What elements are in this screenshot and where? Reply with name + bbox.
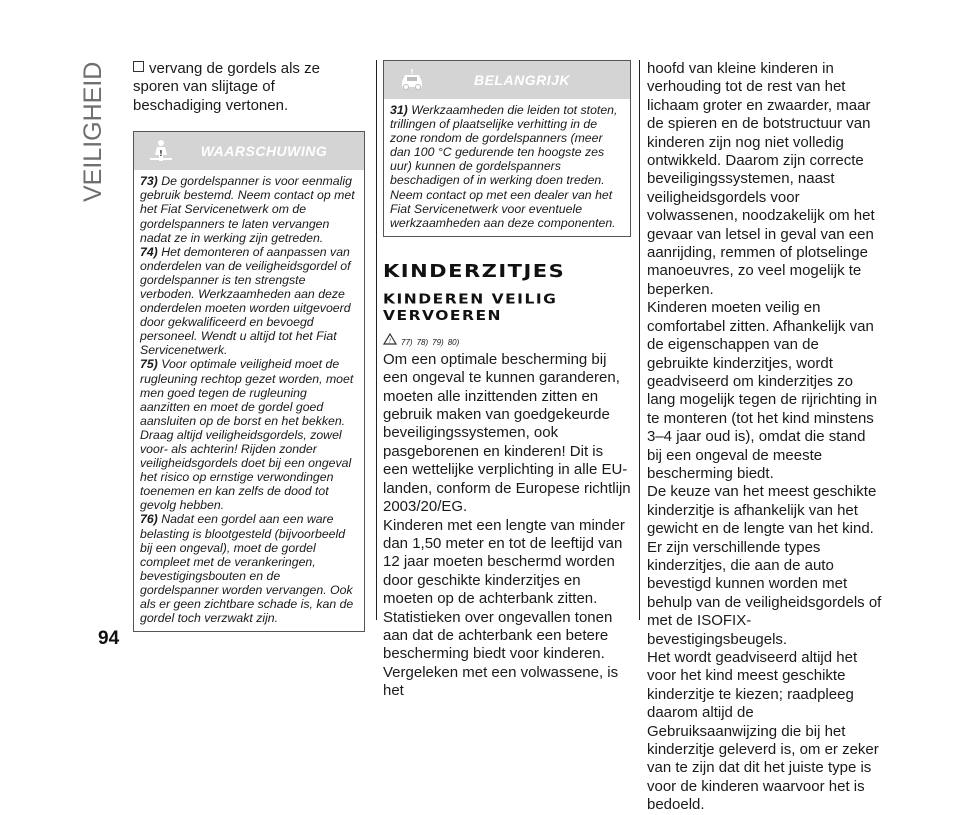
column-divider [376,60,377,620]
warning-item: 73) De gordelspanner is voor eenmalig gebruik bestemd. Neem contact op met het Fiat Servicenetwerk om de gordelspanners te laten vervangen nadat ze in werking zijn getreden. [140,174,355,245]
warning-item: 74) Het demonteren of aanpassen van onderdelen van de veiligheidsgordel of gordelspanner is ten strengste verboden. Werkzaamheden aan deze onderdelen moeten worden uitgevoerd door gekwalificeerd en bevoegd personeel. Wendt u altijd tot het Fiat Servicenetwerk. [140,244,351,358]
svg-text:!: ! [159,149,163,159]
subsection-heading: KINDEREN VEILIG VERVOEREN [383,290,558,324]
reference-number: 79) [432,337,444,347]
warning-box-header [134,132,364,170]
body-paragraph: Statistieken over ongevallen tonen aan dat de achterbank een betere bescherming biedt voor kinderen. Vergeleken met een volwassene, is het [383,608,619,700]
column-right [647,60,883,815]
body-paragraph: Om een optimale bescherming bij een ongeval te kunnen garanderen, moeten alle inzittenden zitten en gebruik maken van goedgekeurde beveiligingssystemen, ook pasgeborenen en kinderen! Dit is een wettelijke verplichting in alle EU-landen, conform de Europese richtlijn 2003/20/EG. [383,350,631,516]
important-box-title: BELANGRIJK [473,72,570,88]
body-paragraph: Kinderen met een lengte van minder dan 1,50 meter en tot de leeftijd van 12 jaar moeten beschermd worden door geschikte kinderzitjes en moeten op de achterbank zitten. [383,516,625,608]
warning-item: 76) Nadat een gordel aan een ware belasting is blootgesteld (bijvoorbeeld bij een ongeval), moet de gordel compleet met de verankeringen, bevestigingsbouten en de gordelspanner worden vervangen. Ook als er geen zichtbare schade is, kan de gordel toch verzwakt zijn. [140,512,354,626]
warning-triangle-icon [383,333,397,347]
section-heading: KINDERZITJES [383,260,566,282]
warning-item: 75) Voor optimale veiligheid moet de rugleuning rechtop gezet worden, moet men goed tegen de rugleuning aanzitten en moet de gordel goed aansluiten op de borst en het bekken. Draag altijd veiligheidsgordels, zowel voor- als achterin! Rijden zonder veiligheidsgordels doet bij een ongeval het risico op ernstige verwondingen toenemen en kan zelfs de dood tot gevolg hebben. [140,357,354,513]
bullet-square-icon [133,61,144,72]
warning-person-icon [148,139,174,168]
warning-box [133,131,365,632]
body-paragraph: hoofd van kleine kinderen in verhouding tot de rest van het lichaam groter en zwaarder, maar de spieren en de botstructuur van kinderen zijn nog niet volledig ontwikkeld. Daarom zijn correcte beveiligingssystemen, naast veiligheidsgordels voor volwassenen, noodzakelijk om het gevaar van letsel in geval van een aanrijding, remmen of plotselinge manoeuvres, zo veel mogelijk te beperken. [647,60,875,298]
intro-paragraph: vervang de gordels als ze sporen van slijtage of beschadiging vertonen. [133,60,320,114]
side-section-title: VEILIGHEID [79,61,107,202]
important-item: 31) Werkzaamheden die leiden tot stoten, trillingen of plaatselijke verhitting in de zone rondom de gordelspanners (meer dan 100 °C gedurende ten hoogste zes uur) kunnen de gordelspanners beschadigen of in werking doen treden. Neem contact op met een dealer van het Fiat Servicenetwerk voor eventuele werkzaamheden aan deze componenten. [390,103,618,230]
car-warning-icon [398,68,426,97]
column-middle [383,60,631,701]
page-number: 94 [98,628,120,649]
body-paragraph: De keuze van het meest geschikte kinderzitje is afhankelijk van het gewicht en de lengte van het kind. Er zijn verschillende types kinderzitjes, die aan de auto bevestigd kunnen worden met behulp van de veiligheidsgordels of met de ISOFIX-bevestigingsbeugels. [647,483,882,648]
reference-number: 77) [401,337,413,347]
reference-number: 78) [416,337,429,347]
svg-text:!: ! [388,337,392,345]
svg-text:!: ! [410,68,414,76]
body-paragraph: Kinderen moeten veilig en comfortabel zitten. Afhankelijk van de eigenschappen van de gebruikte kinderzitjes, wordt geadviseerd om kinderzitjes zo lang mogelijk tegen de rijrichting in te monteren (tot het kind minstens 3–4 jaar oud is), omdat die stand bij een ongeval de meeste bescherming biedt. [647,299,878,482]
warning-box-title: WAARSCHUWING [200,143,328,160]
important-box-header [384,61,630,99]
body-paragraph: Het wordt geadviseerd altijd het voor het kind meest geschikte kinderzitje te kiezen; raadpleeg daarom altijd de Gebruiksaanwijzing die bij het kinderzitje geleverd is, om er zeker van te zijn dat dit het juiste type is voor de kinderen waarvoor het is bedoeld. [647,649,879,814]
column-left [133,60,365,632]
column-divider [639,60,640,620]
reference-number: 80) [447,337,460,347]
important-box [383,60,631,237]
important-box-body [384,99,630,236]
reference-markers [383,331,631,347]
warning-box-body [134,170,364,631]
